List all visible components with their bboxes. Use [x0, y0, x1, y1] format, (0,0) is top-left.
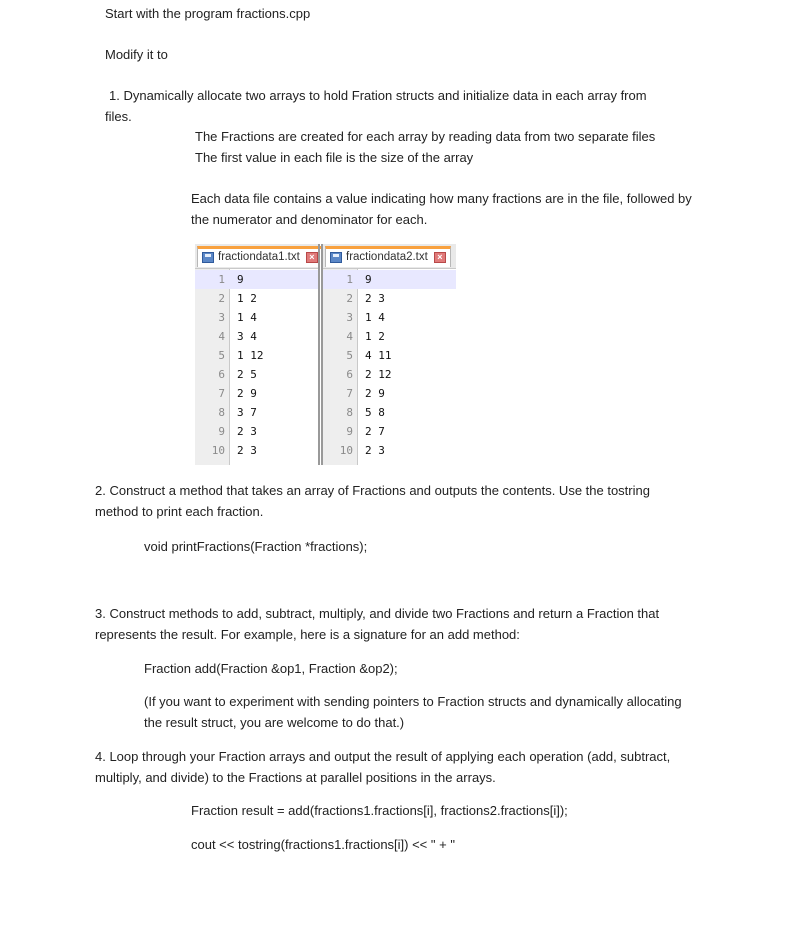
line-text: 2 9	[237, 387, 257, 400]
line-number: 9	[346, 425, 353, 438]
line-number: 3	[218, 311, 225, 324]
editor-line[interactable]	[195, 327, 318, 346]
step1-sub2: The first value in each file is the size of the array	[195, 150, 474, 165]
line-number: 5	[218, 349, 225, 362]
line-number: 6	[218, 368, 225, 381]
line-text: 2 12	[365, 368, 392, 381]
line-number: 1	[218, 273, 225, 286]
editor-line[interactable]	[323, 441, 456, 460]
line-number: 9	[218, 425, 225, 438]
editor-line[interactable]	[323, 422, 456, 441]
line-number: 7	[218, 387, 225, 400]
line-number: 7	[346, 387, 353, 400]
tab-fractiondata1[interactable]	[197, 246, 323, 267]
step3-text-cont: represents the result. For example, here is a signature for an add method:	[95, 627, 520, 642]
editor-line[interactable]	[323, 403, 456, 422]
line-text: 1 4	[365, 311, 385, 324]
editor-line[interactable]	[195, 403, 318, 422]
line-number: 10	[339, 444, 353, 457]
tab-bar	[195, 244, 318, 269]
line-number: 1	[346, 273, 353, 286]
save-icon	[330, 252, 342, 263]
line-number: 4	[346, 330, 353, 343]
step3-note-cont: the result struct, you are welcome to do that.)	[144, 715, 405, 730]
editor-line[interactable]	[323, 270, 456, 289]
save-icon	[202, 252, 214, 263]
line-text: 2 3	[237, 425, 257, 438]
line-text: 9	[237, 273, 244, 286]
editor-line[interactable]	[195, 289, 318, 308]
editor-line[interactable]	[323, 365, 456, 384]
editor-line[interactable]	[323, 384, 456, 403]
step1-desc-cont: the numerator and denominator for each.	[191, 212, 428, 227]
editor-line[interactable]	[195, 384, 318, 403]
step3-code: Fraction add(Fraction &op1, Fraction &op2);	[144, 661, 398, 676]
editor-line[interactable]	[195, 365, 318, 384]
editor-fractiondata1	[195, 244, 318, 465]
intro-line: Start with the program fractions.cpp	[105, 6, 311, 21]
step4-code2: cout << tostring(fractions1.fractions[i]) << " + "	[191, 837, 455, 852]
step1-text-cont: files.	[105, 109, 132, 124]
editor-line[interactable]	[323, 346, 456, 365]
editor-line[interactable]	[195, 308, 318, 327]
panel-divider	[318, 244, 320, 465]
line-text: 3 7	[237, 406, 257, 419]
step1-desc: Each data file contains a value indicating how many fractions are in the file, followed by	[191, 191, 692, 206]
modify-heading: Modify it to	[105, 47, 168, 62]
step2-text: 2. Construct a method that takes an array of Fractions and outputs the contents. Use the tostring	[95, 483, 650, 498]
line-text: 3 4	[237, 330, 257, 343]
line-text: 2 7	[365, 425, 385, 438]
line-number: 8	[346, 406, 353, 419]
line-text: 4 11	[365, 349, 392, 362]
line-number: 4	[218, 330, 225, 343]
step1-sub1: The Fractions are created for each array by reading data from two separate files	[195, 129, 656, 144]
tab-label: fractiondata2.txt	[346, 251, 428, 263]
line-number: 3	[346, 311, 353, 324]
step4-text-cont: multiply, and divide) to the Fractions at parallel positions in the arrays.	[95, 770, 496, 785]
tab-bar	[323, 244, 456, 269]
step1-text: 1. Dynamically allocate two arrays to hold Fration structs and initialize data in each array from	[109, 88, 647, 103]
editor-line[interactable]	[195, 422, 318, 441]
editor-line[interactable]	[323, 289, 456, 308]
step3-note: (If you want to experiment with sending pointers to Fraction structs and dynamically allocating	[144, 694, 682, 709]
line-number: 8	[218, 406, 225, 419]
editor-line[interactable]	[195, 441, 318, 460]
editor-line[interactable]	[195, 270, 318, 289]
tab-label: fractiondata1.txt	[218, 251, 300, 263]
step4-text: 4. Loop through your Fraction arrays and output the result of applying each operation (add, subtract,	[95, 749, 671, 764]
line-text: 2 3	[365, 292, 385, 305]
line-text: 1 2	[365, 330, 385, 343]
editor-fractiondata2	[323, 244, 456, 465]
line-number: 2	[218, 292, 225, 305]
line-number: 6	[346, 368, 353, 381]
line-text: 1 4	[237, 311, 257, 324]
editor-line[interactable]	[323, 327, 456, 346]
line-text: 2 9	[365, 387, 385, 400]
editor-line[interactable]	[323, 308, 456, 327]
line-text: 1 2	[237, 292, 257, 305]
editor-line[interactable]	[195, 346, 318, 365]
step2-code: void printFractions(Fraction *fractions);	[144, 539, 368, 554]
line-number: 5	[346, 349, 353, 362]
close-icon[interactable]: ×	[434, 252, 446, 263]
close-icon[interactable]: ×	[306, 252, 318, 263]
line-number: 2	[346, 292, 353, 305]
line-text: 5 8	[365, 406, 385, 419]
line-text: 1 12	[237, 349, 264, 362]
line-text: 2 5	[237, 368, 257, 381]
line-number: 10	[211, 444, 225, 457]
step4-code1: Fraction result = add(fractions1.fractions[i], fractions2.fractions[i]);	[191, 803, 568, 818]
line-text: 2 3	[237, 444, 257, 457]
line-text: 9	[365, 273, 372, 286]
step3-text: 3. Construct methods to add, subtract, multiply, and divide two Fractions and return a Fraction that	[95, 606, 660, 621]
step2-text-cont: method to print each fraction.	[95, 504, 264, 519]
tab-fractiondata2[interactable]	[325, 246, 451, 267]
line-text: 2 3	[365, 444, 385, 457]
